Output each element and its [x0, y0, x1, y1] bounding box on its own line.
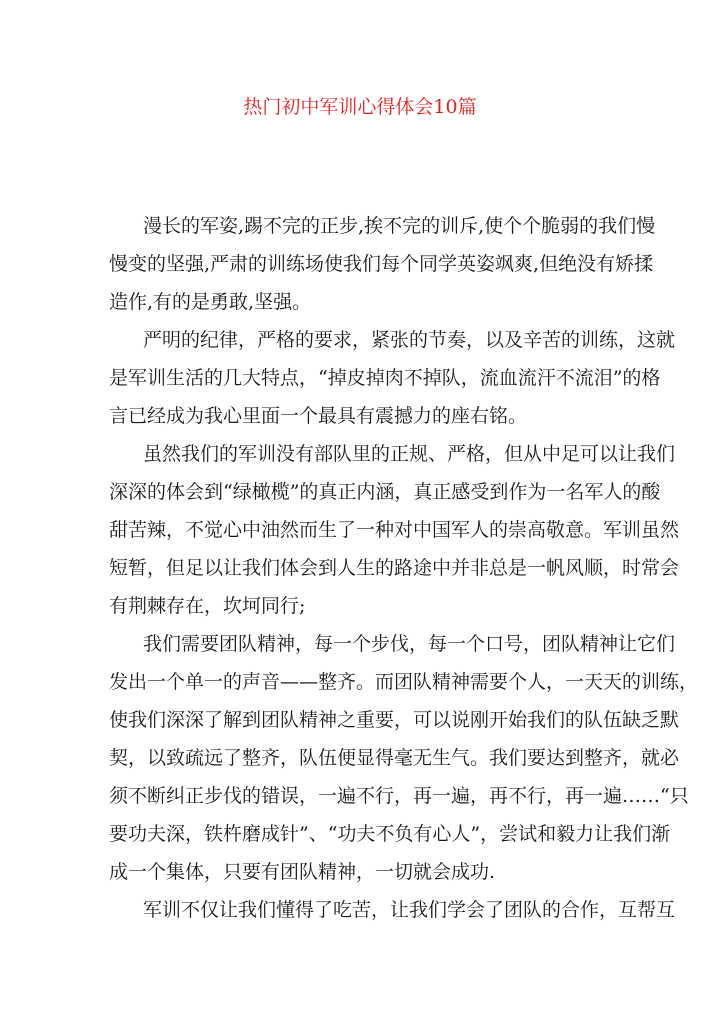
paragraph-line: 须不断纠正步伐的错误，一遍不行，再一遍，再不行，再一遍……“只	[109, 785, 689, 807]
document-title: 热门初中军训心得体会10篇	[243, 96, 477, 118]
document-body	[109, 207, 699, 929]
paragraph-line: 我们需要团队精神，每一个步伐，每一个口号，团队精神让它们	[143, 633, 676, 655]
paragraph-line: 甜苦辣，不觉心中油然而生了一种对中国军人的崇高敬意。军训虽然	[109, 519, 680, 541]
paragraph	[109, 321, 676, 435]
paragraph	[109, 891, 676, 929]
paragraph-line: 短暂，但足以让我们体会到人生的路途中并非总是一帆风顺，时常会	[109, 557, 680, 579]
paragraph-line: 是军训生活的几大特点，“掉皮掉肉不掉队，流血流汗不流泪”的格	[109, 367, 661, 389]
paragraph-line: 有荆棘存在，坎坷同行;	[109, 595, 306, 617]
paragraph-line: 言已经成为我心里面一个最具有震撼力的座右铭。	[109, 405, 528, 427]
paragraph-line: 慢变的坚强,严肃的训练场使我们每个同学英姿飒爽,但绝没有矫揉	[109, 253, 654, 275]
paragraph-line: 虽然我们的军训没有部队里的正规、严格，但从中足可以让我们	[143, 443, 676, 465]
paragraph-line: 严明的纪律，严格的要求，紧张的节奏，以及辛苦的训练，这就	[143, 329, 676, 351]
paragraph-line: 漫长的军姿,踢不完的正步,挨不完的训斥,使个个脆弱的我们慢	[143, 215, 656, 237]
paragraph-line: 成一个集体，只要有团队精神，一切就会成功.	[109, 861, 496, 883]
paragraph-line: 要功夫深，铁杵磨成针”、“功夫不负有心人”，尝试和毅力让我们渐	[109, 823, 671, 845]
paragraph-line: 发出一个单一的声音——整齐。而团队精神需要个人，一天天的训练，	[109, 671, 699, 693]
paragraph	[109, 435, 680, 625]
paragraph-line: 造作,有的是勇敢,坚强。	[109, 291, 312, 313]
paragraph-line: 契，以致疏远了整齐，队伍便显得毫无生气。我们要达到整齐，就必	[109, 747, 680, 769]
paragraph	[109, 207, 656, 321]
paragraph	[109, 625, 699, 891]
paragraph-line: 使我们深深了解到团队精神之重要，可以说刚开始我们的队伍缺乏默	[109, 709, 680, 731]
paragraph-line: 深深的体会到“绿橄榄”的真正内涵，真正感受到作为一名军人的酸	[109, 481, 661, 503]
paragraph-line: 军训不仅让我们懂得了吃苦，让我们学会了团队的合作，互帮互	[143, 899, 676, 921]
